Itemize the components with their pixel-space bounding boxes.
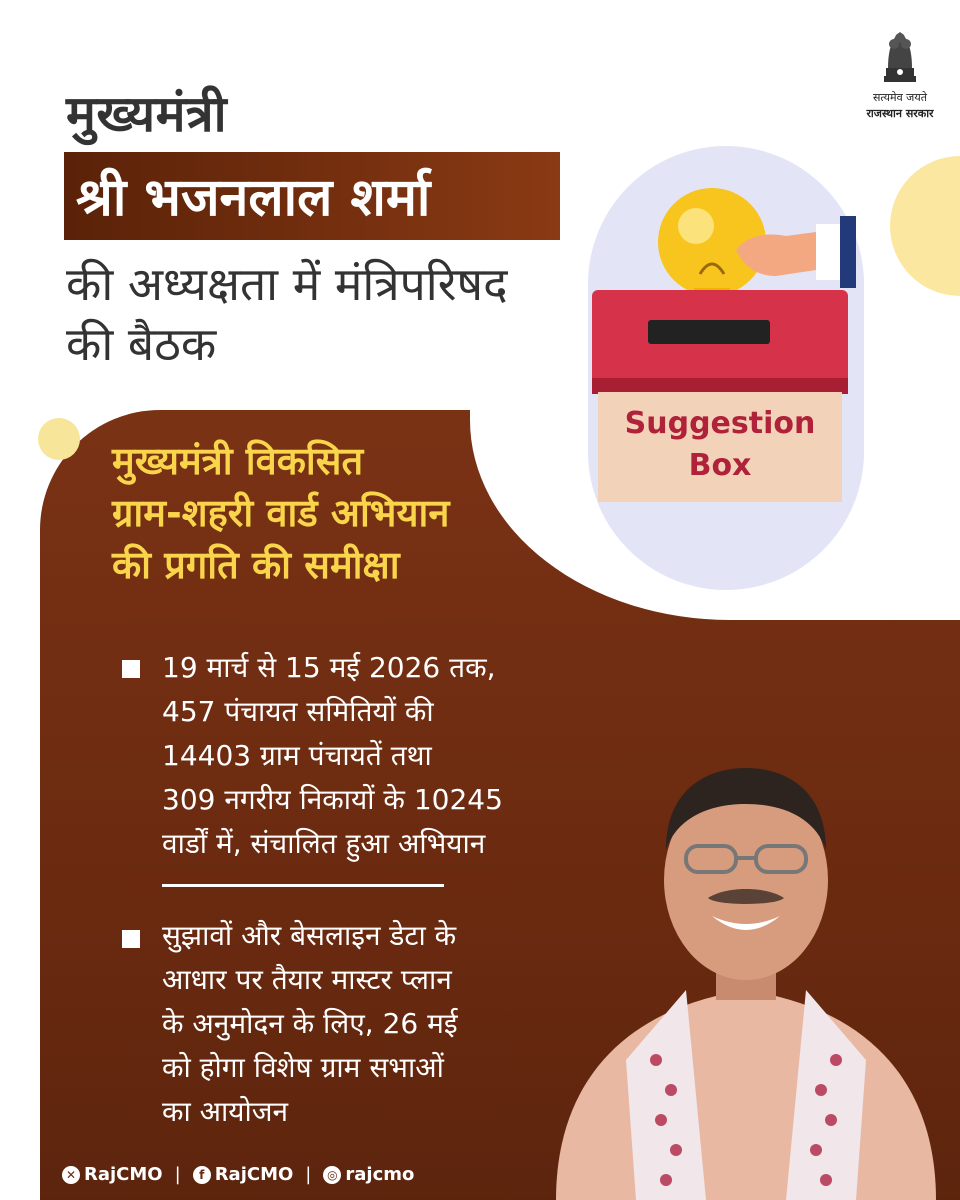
title-name: श्री भजनलाल शर्मा [76, 168, 431, 228]
title-prefix: मुख्यमंत्री [66, 85, 228, 143]
bullet-1-line: 14403 ग्राम पंचायतें तथा [162, 739, 432, 772]
x-icon[interactable]: ✕ [62, 1166, 80, 1184]
yellow-dot [38, 418, 80, 460]
bullet-marker [122, 930, 140, 948]
social-footer [62, 1164, 414, 1185]
divider-line [162, 884, 444, 887]
x-handle[interactable]: RajCMO [84, 1164, 163, 1185]
yellow-decor-circle [890, 156, 960, 296]
bullet-2-line: आधार पर तैयार मास्टर प्लान [162, 963, 452, 996]
bullet-2-line: के अनुमोदन के लिए, 26 मई [162, 1007, 458, 1040]
bullet-marker [122, 660, 140, 678]
hand-icon [736, 210, 856, 290]
bullet-2-line: का आयोजन [162, 1095, 289, 1128]
bullet-1-line: 309 नगरीय निकायों के 10245 [162, 783, 503, 816]
state-emblem [858, 24, 942, 120]
bullet-2-line: को होगा विशेष ग्राम सभाओं [162, 1051, 444, 1084]
chief-minister-portrait [536, 760, 956, 1200]
section-heading-line2: ग्राम-शहरी वार्ड अभियान [112, 491, 450, 535]
ashoka-emblem-icon [880, 24, 920, 88]
bullet-text-2 [162, 914, 458, 1134]
facebook-handle[interactable]: RajCMO [214, 1164, 294, 1185]
bullet-text-1 [162, 646, 503, 866]
section-heading-line1: मुख्यमंत्री विकसित [112, 439, 364, 483]
facebook-icon[interactable]: f [193, 1166, 211, 1184]
emblem-govt-name: राजस्थान सरकार [866, 107, 934, 120]
suggestion-box-label-line1: Suggestion [624, 406, 816, 441]
bullet-2-line: सुझावों और बेसलाइन डेटा के [162, 919, 457, 952]
suggestion-box-label-line2: Box [688, 448, 752, 483]
emblem-motto: सत्यमेव जयते [872, 91, 927, 104]
title-suffix-line1: की अध्यक्षता में मंत्रिपरिषद [66, 257, 508, 311]
footer-separator: | [174, 1164, 181, 1185]
instagram-icon[interactable]: ◎ [323, 1166, 341, 1184]
bullet-1-line: 457 पंचायत समितियों की [162, 695, 434, 728]
section-heading-line3: की प्रगति की समीक्षा [112, 543, 400, 587]
footer-separator: | [305, 1164, 312, 1185]
suggestion-box-slot [648, 320, 770, 344]
bullet-1-line: 19 मार्च से 15 मई 2026 तक, [162, 651, 496, 684]
bullet-1-line: वार्डों में, संचालित हुआ अभियान [162, 827, 486, 860]
title-suffix-line2: की बैठक [66, 317, 217, 371]
instagram-handle[interactable]: rajcmo [345, 1164, 415, 1185]
